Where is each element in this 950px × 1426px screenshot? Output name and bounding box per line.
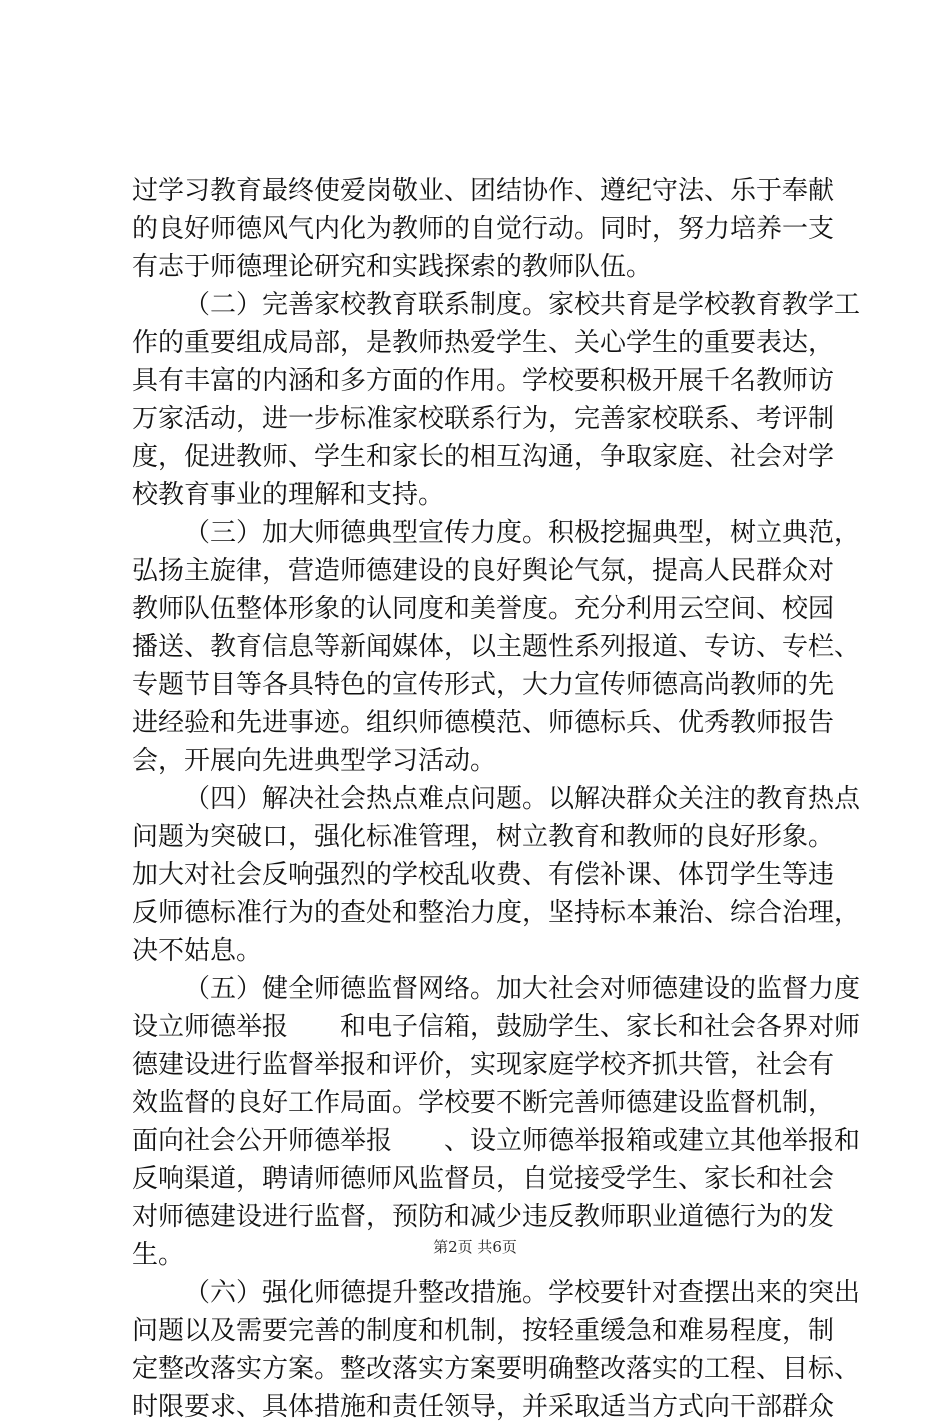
text-line: 效监督的良好工作局面。学校要不断完善师德建设监督机制，: [132, 1088, 835, 1118]
text-line: 决不姑息。: [132, 936, 263, 966]
text-line: 生。: [132, 1240, 185, 1270]
paragraph-first-line: （五）健全师德监督网络。加大社会对师德建设的监督力度: [184, 974, 861, 1004]
text-line: 反响渠道，聘请师德师风监督员，自觉接受学生、家长和社会: [132, 1164, 835, 1194]
text-line: 校教育事业的理解和支持。: [132, 480, 445, 510]
text-line: 对师德建设进行监督，预防和减少违反教师职业道德行为的发: [132, 1202, 835, 1232]
paragraph-first-line: （二）完善家校教育联系制度。家校共育是学校教育教学工: [184, 290, 861, 320]
text-line: 过学习教育最终使爱岗敬业、团结协作、遵纪守法、乐于奉献: [132, 176, 835, 206]
text-line: 万家活动，进一步标准家校联系行为，完善家校联系、考评制: [132, 404, 835, 434]
text-line: 教师队伍整体形象的认同度和美誉度。充分利用云空间、校园: [132, 594, 835, 624]
text-line: 会，开展向先进典型学习活动。: [132, 746, 497, 776]
text-line: 进经验和先进事迹。组织师德模范、师德标兵、优秀教师报告: [132, 708, 835, 738]
text-line: 反师德标准行为的查处和整治力度，坚持标本兼治、综合治理，: [132, 898, 861, 928]
paragraph-first-line: （六）强化师德提升整改措施。学校要针对查摆出来的突出: [184, 1278, 861, 1308]
text-line: 德建设进行监督举报和评价，实现家庭学校齐抓共管，社会有: [132, 1050, 835, 1080]
text-line: 加大对社会反响强烈的学校乱收费、有偿补课、体罚学生等违: [132, 860, 835, 890]
page-footer: 第2页 共6页: [433, 1238, 517, 1256]
text-line: 播送、教育信息等新闻媒体，以主题性系列报道、专访、专栏、: [132, 632, 861, 662]
text-line: 度，促进教师、学生和家长的相互沟通，争取家庭、社会对学: [132, 442, 835, 472]
text-line: 的良好师德风气内化为教师的自觉行动。同时，努力培养一支: [132, 214, 835, 244]
paragraph-first-line: （三）加大师德典型宣传力度。积极挖掘典型，树立典范，: [184, 518, 861, 548]
text-line: 有志于师德理论研究和实践探索的教师队伍。: [132, 252, 653, 282]
text-line: 问题以及需要完善的制度和机制，按轻重缓急和难易程度，制: [132, 1316, 835, 1346]
text-line: 定整改落实方案。整改落实方案要明确整改落实的工程、目标、: [132, 1354, 861, 1384]
text-line: 具有丰富的内涵和多方面的作用。学校要积极开展千名教师访: [132, 366, 835, 396]
text-line: 面向社会公开师德举报 、设立师德举报箱或建立其他举报和: [132, 1126, 861, 1156]
text-line: 作的重要组成局部，是教师热爱学生、关心学生的重要表达，: [132, 328, 835, 358]
text-line: 问题为突破口，强化标准管理，树立教育和教师的良好形象。: [132, 822, 835, 852]
text-line: 时限要求、具体措施和责任领导，并采取适当方式向干部群众: [132, 1392, 835, 1422]
text-line: 专题节目等各具特色的宣传形式，大力宣传师德高尚教师的先: [132, 670, 835, 700]
paragraph-first-line: （四）解决社会热点难点问题。以解决群众关注的教育热点: [184, 784, 861, 814]
text-line: 弘扬主旋律，营造师德建设的良好舆论气氛，提高人民群众对: [132, 556, 835, 586]
text-line: 设立师德举报 和电子信箱，鼓励学生、家长和社会各界对师: [132, 1012, 861, 1042]
